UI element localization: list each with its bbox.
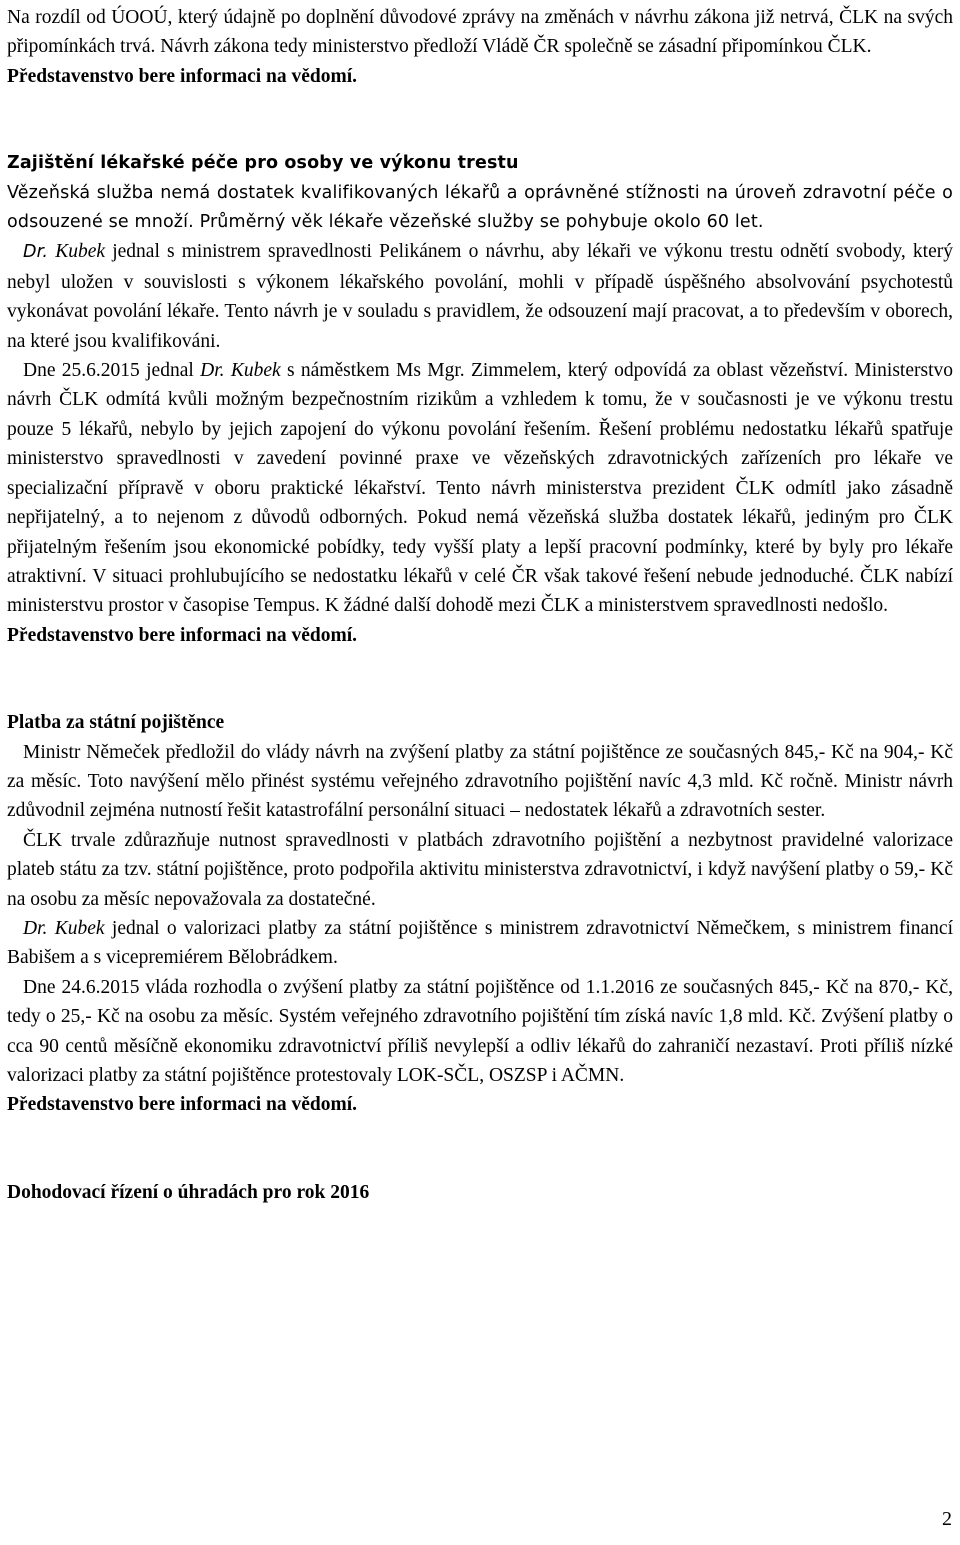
spacer [7, 91, 953, 149]
section-title: Platba za státní pojištěnce [7, 712, 225, 734]
board-note: Představenstvo bere informaci na vědomí. [7, 624, 358, 646]
spacer [7, 1120, 953, 1178]
section-paragraph: Dne 24.6.2015 vláda rozhodla o zvýšení platby za státní pojištěnce od 1.1.2016 ze současných 845,- Kč na 870,- Kč, tedy o 25,- Kč na osobu za měsíc. Systém veřejného zdravotního pojištění tím získá navíc 1,8 mld. Kč. Zvýšení platby o cca 90 centů měsíčně ekonomiku zdravotnictví příliš nevylepší a odliv lékařů do zahraničí nezastaví. Proti příliš nízké valorizaci platby za státní pojištěnce protestovaly LOK-SČL, OSZSP i AČMN. [7, 976, 953, 1086]
section-state-insured-payment [7, 708, 953, 1120]
section-paragraph: Dne 25.6.2015 jednal Dr. Kubek s náměstkem Ms Mgr. Zimmelem, který odpovídá za oblast vězeňství. Ministerstvo návrh ČLK odmítá kvůli možným bezpečnostním rizikům a vzhledem k tomu, že v současnosti je ve výkonu trestu pouze 5 lékařů, nebylo by jejich zapojení do výkonu povolání řešením. Řešení problému nedostatku lékařů spatřuje ministerstvo spravedlnosti v zavedení povinné praxe ve vězeňských zdravotnických zařízeních pro lékaře ve specializační přípravě v oboru praktické lékařství. Tento návrh ministerstva prezident ČLK odmítl jako zásadně nepřijatelný, a to nejenom z důvodů odborných. Pokud nemá vězeňská služba dostatek lékařů, jediným pro ČLK přijatelným řešením jsou ekonomické pobídky, tedy vyšší platy a lepší pracovní podmínky, které by byly pro lékaře atraktivní. V situaci prohlubujícího se nedostatku lékařů v celé ČR však takové řešení nebude jednoduché. ČLK nabízí ministerstvu prostor v časopise Tempus. K žádné další dohodě mezi ČLK a ministerstvem spravedlnosti nedošlo. [7, 360, 953, 617]
section-title: Dohodovací řízení o úhradách pro rok 2016 [7, 1181, 370, 1203]
board-note: Představenstvo bere informaci na vědomí. [7, 65, 358, 87]
section-paragraph: Vězeňská služba nemá dostatek kvalifikovaných lékařů a oprávněné stížnosti na úroveň zdravotní péče o odsouzené se množí. Průměrný věk lékaře vězeňské služby se pohybuje okolo 60 let. [7, 182, 953, 233]
section-title: Zajištění lékařské péče pro osoby ve výkonu trestu [7, 153, 519, 174]
intro-paragraph: Na rozdíl od ÚOOÚ, který údajně po doplnění důvodové zprávy na změnách v návrhu zákona již netrvá, ČLK na svých připomínkách trvá. Návrh zákona tedy ministerstvo předloží Vládě ČR společně se zásadní připomínkou ČLK. [7, 7, 953, 58]
section-paragraph: ČLK trvale zdůrazňuje nutnost spravedlnosti v platbách zdravotního pojištění a nezbytnost pravidelné valorizace plateb státu za tzv. státní pojištěnce, proto podpořila aktivitu ministerstva zdravotnictví, i když navýšení platby o 59,- Kč na osobu za měsíc nepovažovala za dostatečné. [7, 829, 953, 910]
section-paragraph: Dr. Kubek jednal o valorizaci platby za státní pojištěnce s ministrem zdravotnictví Němečkem, s ministrem financí Babišem a s vicepremiérem Bělobrádkem. [7, 917, 953, 969]
section-reimbursement-negotiation [7, 1178, 953, 1207]
document-page [7, 3, 953, 1207]
spacer [7, 650, 953, 708]
section-paragraph: Ministr Němeček předložil do vlády návrh na zvýšení platby za státní pojištěnce ze současných 845,- Kč na 904,- Kč za měsíc. Toto navýšení mělo přinést systému veřejného zdravotního pojištění navíc 4,3 mld. Kč ročně. Ministr návrh zdůvodnil zejména nutností řešit katastrofální personální situaci – nedostatek lékařů a zdravotních sester. [7, 741, 953, 822]
person-name: Kubek [230, 360, 281, 382]
section-paragraph: Dr. Kubek jednal s ministrem spravedlnosti Pelikánem o návrhu, aby lékaři ve výkonu trestu odnětí svobody, který nebyl uložen v souvislosti s výkonem lékařského povolání, mohli v případě úspěšného absolvování psychotestů vykonávat povolání lékaře. Tento návrh je v souladu s pravidlem, že odsouzení mají pracovat, a to především v oborech, na které jsou kvalifikováni. [7, 241, 953, 352]
person-name: Kubek [54, 917, 105, 939]
title-dr: Dr. [23, 917, 48, 939]
board-note: Představenstvo bere informaci na vědomí. [7, 1094, 358, 1116]
title-dr: Dr. [200, 360, 225, 382]
page-number: 2 [942, 1508, 952, 1530]
title-dr: Dr. [23, 242, 49, 263]
section-prison-care [7, 149, 953, 650]
person-name: Kubek [55, 241, 106, 263]
